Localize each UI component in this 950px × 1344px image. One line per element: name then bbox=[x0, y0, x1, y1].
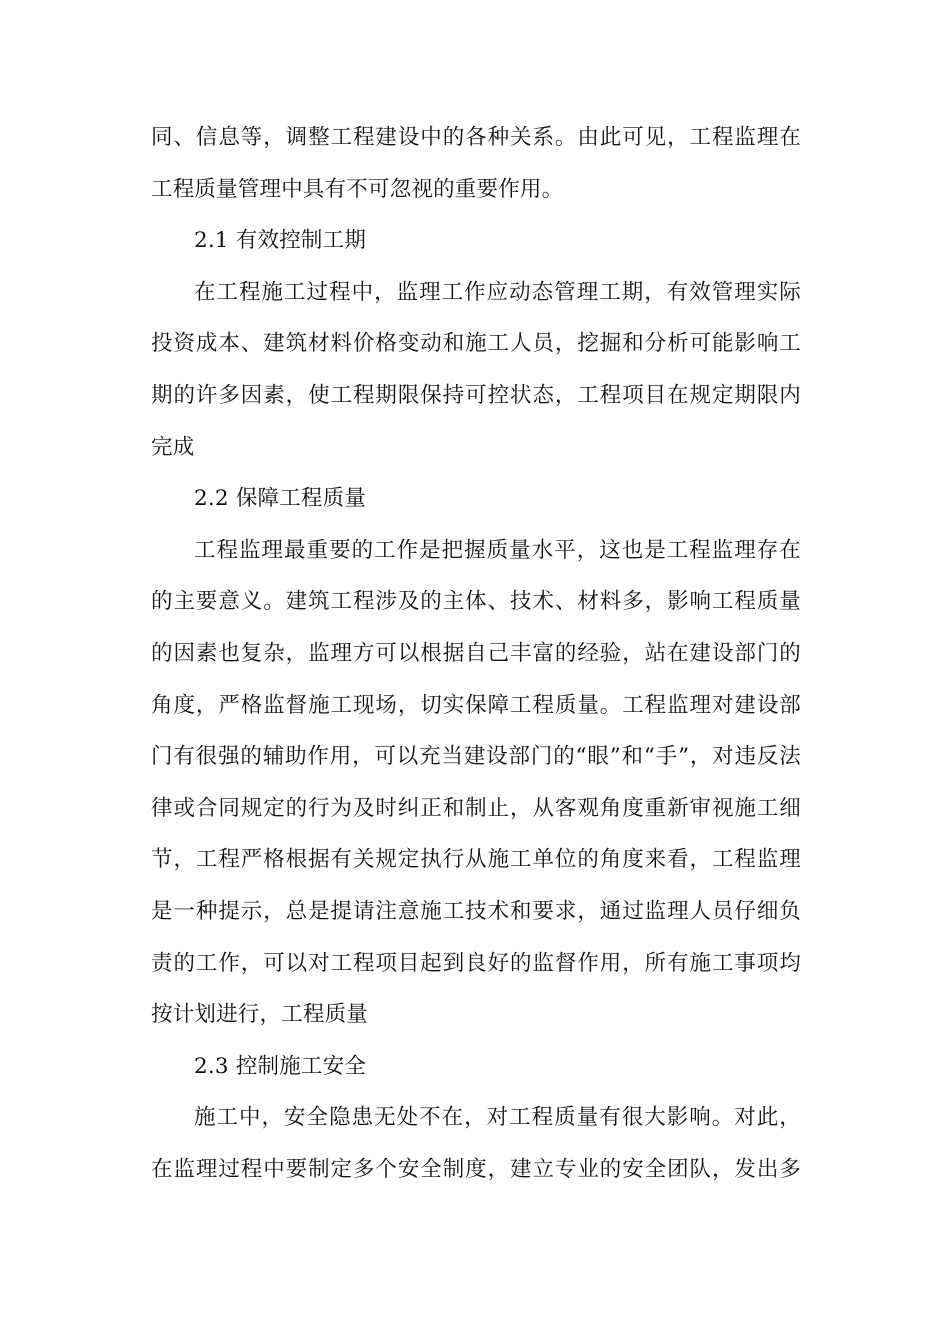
paragraph-line: 工程监理最重要的工作是把握质量水平，这也是工程监理存在 bbox=[194, 537, 801, 563]
paragraph-line: 工程质量管理中具有不可忽视的重要作用。 bbox=[151, 176, 564, 202]
paragraph-line: 律或合同规定的行为及时纠正和制止，从客观角度重新审视施工细 bbox=[151, 795, 801, 821]
paragraph-line: 节，工程严格根据有关规定执行从施工单位的角度来看，工程监理 bbox=[151, 847, 801, 873]
paragraph-line: 在监理过程中要制定多个安全制度，建立专业的安全团队，发出多 bbox=[151, 1156, 801, 1182]
paragraph-line: 责的工作，可以对工程项目起到良好的监督作用，所有施工事项均 bbox=[151, 950, 801, 976]
paragraph-line: 期的许多因素，使工程期限保持可控状态，工程项目在规定期限内 bbox=[151, 382, 801, 408]
paragraph-line: 角度，严格监督施工现场，切实保障工程质量。工程监理对建设部 bbox=[151, 692, 801, 718]
section-heading-2-2: 2.2 保障工程质量 bbox=[194, 486, 367, 512]
section-heading-2-3: 2.3 控制施工安全 bbox=[194, 1053, 367, 1079]
paragraph-line: 施工中，安全隐患无处不在，对工程质量有很大影响。对此， bbox=[194, 1105, 801, 1131]
paragraph-line: 同、信息等，调整工程建设中的各种关系。由此可见，工程监理在 bbox=[151, 125, 801, 150]
paragraph-line: 门有很强的辅助作用，可以充当建设部门的“眼”和“手”，对违反法 bbox=[151, 744, 801, 770]
document-body bbox=[151, 112, 801, 1195]
paragraph-line: 的主要意义。建筑工程涉及的主体、技术、材料多，影响工程质量 bbox=[151, 589, 801, 615]
paragraph-line: 按计划进行，工程质量 bbox=[151, 1002, 369, 1028]
paragraph-line: 是一种提示，总是提请注意施工技术和要求，通过监理人员仔细负 bbox=[151, 898, 801, 924]
paragraph-line: 投资成本、建筑材料价格变动和施工人员，挖掘和分析可能影响工 bbox=[151, 331, 801, 357]
paragraph-line: 在工程施工过程中，监理工作应动态管理工期，有效管理实际 bbox=[194, 279, 801, 305]
paragraph-line: 的因素也复杂，监理方可以根据自己丰富的经验，站在建设部门的 bbox=[151, 640, 801, 666]
paragraph-line: 完成 bbox=[151, 434, 195, 460]
section-heading-2-1: 2.1 有效控制工期 bbox=[194, 228, 367, 254]
